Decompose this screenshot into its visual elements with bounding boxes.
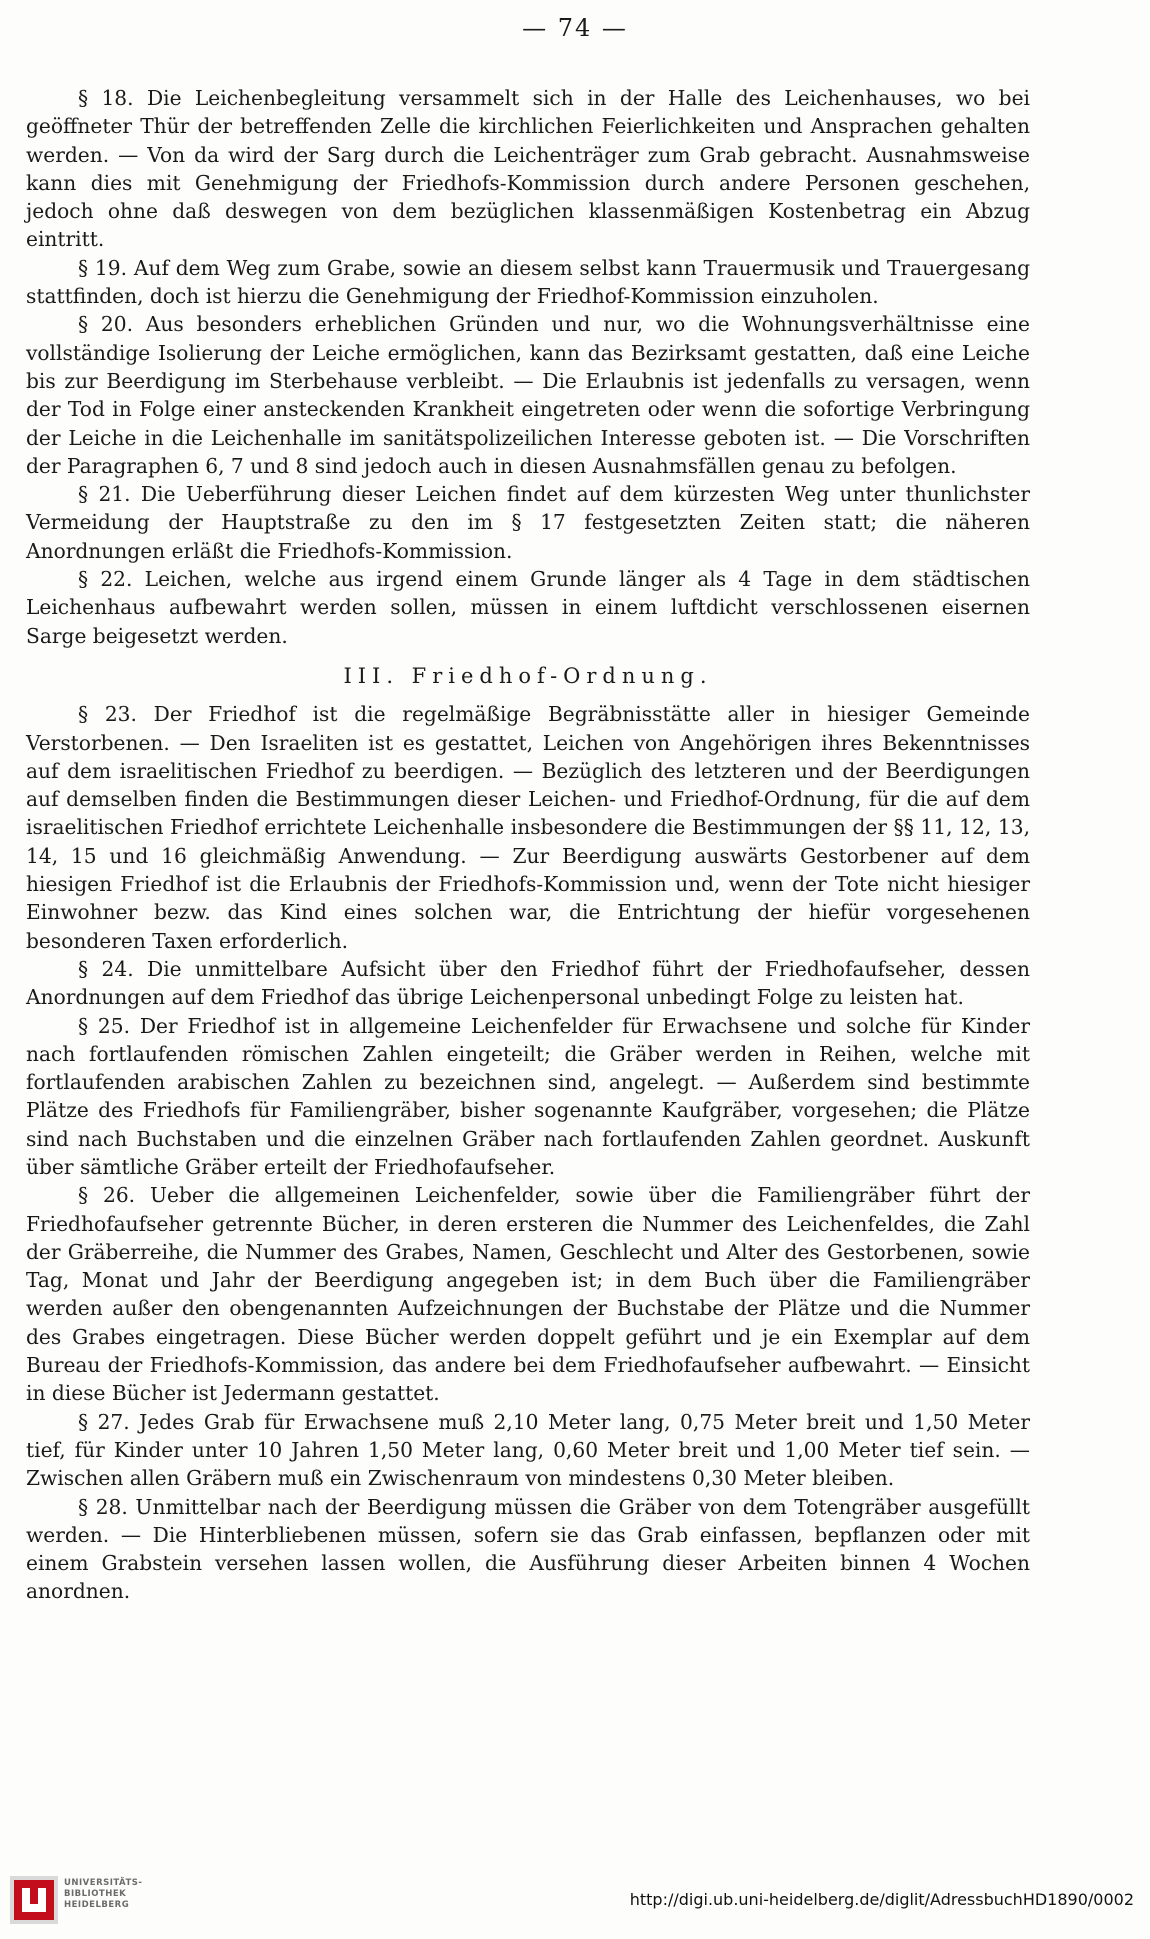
footer <box>0 1860 1150 1939</box>
text-body <box>26 84 1030 1606</box>
library-seal-icon <box>8 1874 60 1926</box>
page-number: — 74 — <box>522 14 628 42</box>
source-url[interactable]: http://digi.ub.uni-heidelberg.de/diglit/AdressbuchHD1890/0002 <box>629 1890 1134 1909</box>
library-logo[interactable] <box>8 1868 158 1928</box>
paragraph-24: § 24. Die unmittelbare Aufsicht über den Friedhof führt der Friedhofaufseher, dessen Anordnungen auf dem Friedhof das übrige Leichenpersonal unbedingt Folge zu leisten hat. <box>26 956 1030 1010</box>
paragraph-28: § 28. Unmittelbar nach der Beerdigung müssen die Gräber von dem Totengräber ausgefüllt werden. — Die Hinterbliebenen müssen, sofern sie das Grab einfassen, bepflanzen oder mit einem Grabstein versehen lassen wollen, die Ausführung dieser Arbeiten binnen 4 Wochen anordnen. <box>26 1494 1030 1604</box>
logo-line: HEIDELBERG <box>64 1900 130 1910</box>
logo-line: UNIVERSITÄTS- <box>64 1878 143 1888</box>
paragraph-19: § 19. Auf dem Weg zum Grabe, sowie an diesem selbst kann Trauermusik und Trauergesang stattfinden, doch ist hierzu die Genehmigung der Friedhof-Kommission einzuholen. <box>26 255 1030 309</box>
paragraph-23: § 23. Der Friedhof ist die regelmäßige Begräbnisstätte aller in hiesiger Gemeinde Verstorbenen. — Den Israeliten ist es gestattet, Leichen von Angehörigen ihres Bekenntnisses auf dem israelitischen Friedhof zu beerdigen. — Bezüglich des letzteren und der Beerdigungen auf demselben finden die Bestimmungen dieser Leichen- und Friedhof-Ordnung, für die auf dem israelitischen Friedhof errichtete Leichenhalle insbesondere die Bestimmungen der §§ 11, 12, 13, 14, 15 und 16 gleichmäßig Anwendung. — Zur Beerdigung auswärts Gestorbener auf dem hiesigen Friedhof ist die Erlaubnis der Friedhofs-Kommission und, wenn der Tote nicht hiesiger Einwohner bezw. das Kind eines solchen war, die Entrichtung der hiefür vorgesehenen besonderen Taxen erforderlich. <box>26 702 1030 953</box>
paragraph-26: § 26. Ueber die allgemeinen Leichenfelder, sowie über die Familiengräber führt der Friedhofaufseher getrennte Bücher, in deren ersteren die Nummer des Leichenfeldes, die Zahl der Gräberreihe, die Nummer des Grabes, Namen, Geschlecht und Alter des Gestorbenen, sowie Tag, Monat und Jahr der Beerdigung angegeben ist; in dem Buch über die Familiengräber werden außer den obengenannten Aufzeichnungen der Buchstabe der Plätze und die Nummer des Grabes eingetragen. Diese Bücher werden doppelt geführt und je ein Exemplar auf dem Bureau der Friedhofs-Kommission, das andere bei dem Friedhofaufseher aufbewahrt. — Einsicht in diese Bücher ist Jedermann gestattet. <box>26 1183 1030 1406</box>
paragraph-20: § 20. Aus besonders erheblichen Gründen und nur, wo die Wohnungsverhältnisse eine vollständige Isolierung der Leiche ermöglichen, kann das Bezirksamt gestatten, daß eine Leiche bis zur Beerdigung im Sterbehause verbleibt. — Die Erlaubnis ist jedenfalls zu versagen, wenn der Tod in Folge einer ansteckenden Krankheit eingetreten oder wenn die sofortige Verbringung der Leiche in die Leichenhalle im sanitätspolizeilichen Interesse geboten ist. — Die Vorschriften der Paragraphen 6, 7 und 8 sind jedoch auch in diesen Ausnahmsfällen genau zu befolgen. <box>26 312 1030 478</box>
paragraph-27: § 27. Jedes Grab für Erwachsene muß 2,10 Meter lang, 0,75 Meter breit und 1,50 Meter tief, für Kinder unter 10 Jahren 1,50 Meter lang, 0,60 Meter breit und 1,00 Meter tief sein. — Zwischen allen Gräbern muß ein Zwischenraum von mindestens 0,30 Meter bleiben. <box>26 1409 1030 1491</box>
paragraph-18: § 18. Die Leichenbegleitung versammelt sich in der Halle des Leichenhauses, wo bei geöffneter Thür der betreffenden Zelle die kirchlichen Feierlichkeiten und Ansprachen gehalten werden. — Von da wird der Sarg durch die Leichenträger zum Grab gebracht. Ausnahmsweise kann dies mit Genehmigung der Friedhofs-Kommission durch andere Personen geschehen, jedoch ohne daß deswegen von dem bezüglichen klassenmäßigen Kostenbetrag ein Abzug eintritt. <box>26 86 1030 252</box>
paragraph-21: § 21. Die Ueberführung dieser Leichen findet auf dem kürzesten Weg unter thunlichster Vermeidung der Hauptstraße zu den im § 17 festgesetzten Zeiten statt; die näheren Anordnungen erläßt die Friedhofs-Kommission. <box>26 482 1030 563</box>
paragraph-25: § 25. Der Friedhof ist in allgemeine Leichenfelder für Erwachsene und solche für Kinder nach fortlaufenden römischen Zahlen eingeteilt; die Gräber werden in Reihen, welche mit fortlaufenden arabischen Zahlen zu bezeichnen sind, angelegt. — Außerdem sind bestimmte Plätze des Friedhofs für Familiengräber, bisher sogenannte Kaufgräber, vorgesehen; die Plätze sind nach Buchstaben und die einzelnen Gräber nach fortlaufenden Zahlen geordnet. Auskunft über sämtliche Gräber erteilt der Friedhofaufseher. <box>26 1013 1030 1179</box>
library-name <box>64 1878 142 1911</box>
paragraph-22: § 22. Leichen, welche aus irgend einem Grunde länger als 4 Tage in dem städtischen Leichenhaus aufbewahrt werden sollen, müssen in einem luftdicht verschlossenen eisernen Sarge beigesetzt werden. <box>26 567 1030 648</box>
section-heading: III. Friedhof-Ordnung. <box>343 663 713 688</box>
logo-line: BIBLIOTHEK <box>64 1889 127 1899</box>
